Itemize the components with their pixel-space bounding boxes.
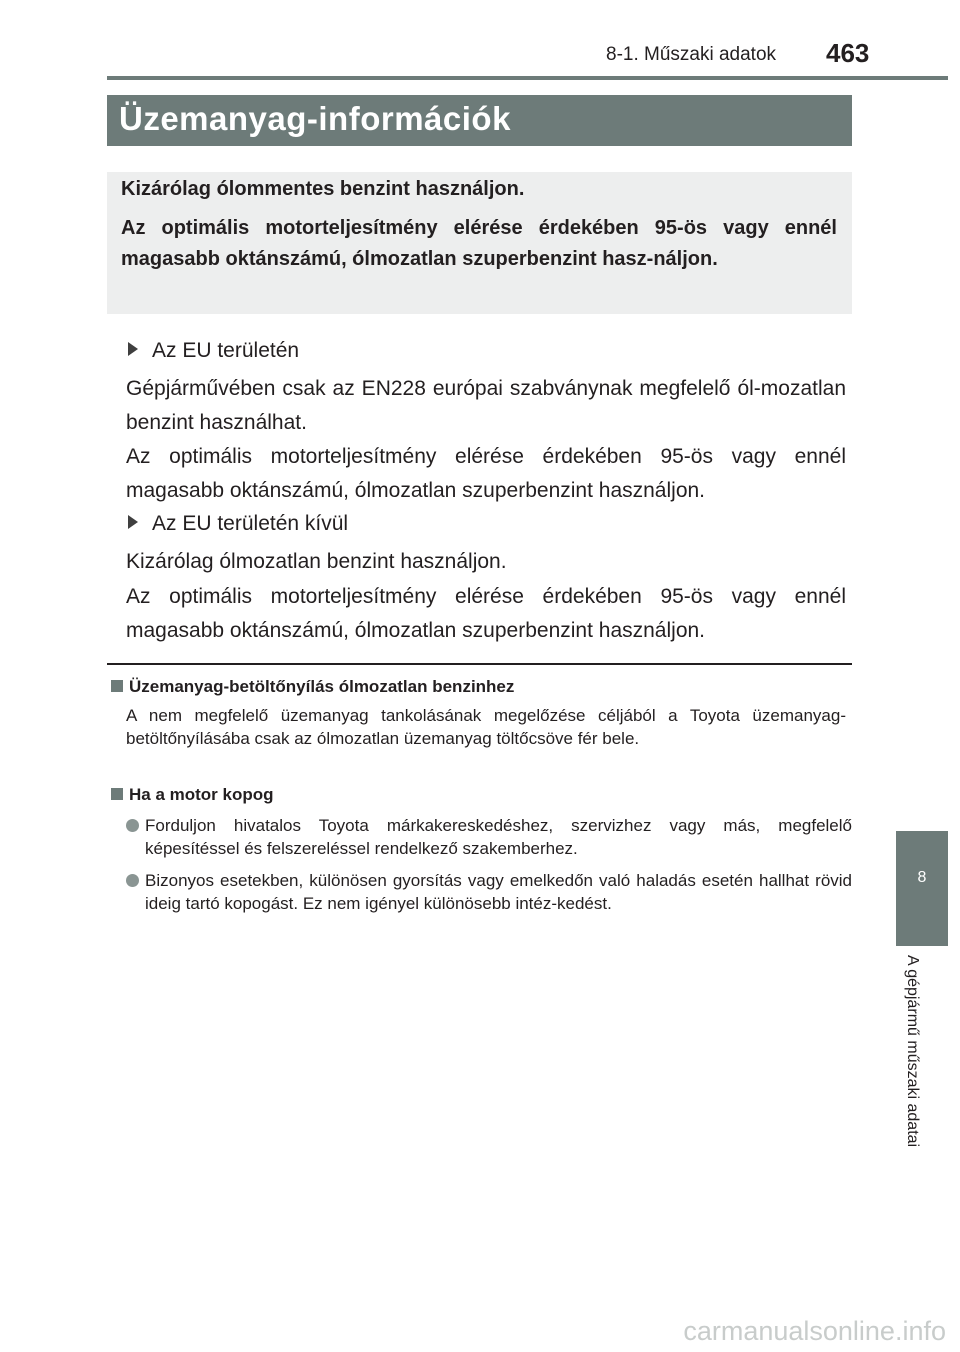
side-tab <box>896 831 948 946</box>
non-eu-paragraph-1: Kizárólag ólmozatlan benzint használjon. <box>126 550 507 573</box>
note2-bullet-2-text: Bizonyos esetekben, különösen gyorsítás vagy emelkedőn való haladás esetén hallhat rövid ideig tartó kopogást. Ez nem igényel különösebb intéz-kedést. <box>145 871 852 913</box>
square-bullet-icon <box>111 788 123 800</box>
note2-heading-text: Ha a motor kopog <box>129 785 274 804</box>
side-label-container <box>893 955 949 1205</box>
square-bullet-icon <box>111 680 123 692</box>
title-bar <box>107 95 852 146</box>
note2-bullet-1 <box>126 814 852 860</box>
eu-heading <box>128 339 299 363</box>
note1-heading <box>111 677 514 697</box>
non-eu-heading-text: Az EU területén kívül <box>152 512 349 535</box>
circle-bullet-icon <box>126 819 139 832</box>
header-section-title: 8-1. Műszaki adatok <box>606 44 777 65</box>
info-box-line2: Az optimális motorteljesítmény elérése érdekében 95-ös vagy ennél magasabb oktánszámú, ólmozatlan szuperbenzint hasz-náljon. <box>121 217 837 270</box>
section-rule <box>107 663 852 665</box>
side-tab-number: 8 <box>917 869 927 886</box>
non-eu-paragraph-2: Az optimális motorteljesítmény elérése érdekében 95-ös vagy ennél magasabb oktánszámú, ólmozatlan szuperbenzint használjon. <box>126 585 846 642</box>
circle-bullet-icon <box>126 874 139 887</box>
page-title: Üzemanyag-információk <box>119 100 511 137</box>
watermark: carmanualsonline.info <box>683 1316 946 1346</box>
triangle-bullet-icon <box>128 342 138 356</box>
note2-bullet-1-text: Forduljon hivatalos Toyota márkakereskedéshez, szervizhez vagy más, megfelelő képesítéssel és felszereléssel rendelkező szakemberhez. <box>145 816 852 858</box>
note1-text: A nem megfelelő üzemanyag tankolásának megelőzése céljából a Toyota üzemanyag-betöltőnyílásába csak az ólmozatlan üzemanyag töltőcsöve fér bele. <box>126 706 846 748</box>
note2-bullet-2 <box>126 869 852 915</box>
side-label: A gépjármű műszaki adatai <box>904 955 921 1148</box>
header-rule <box>107 76 948 80</box>
eu-paragraph-1: Gépjárművében csak az EN228 európai szabványnak megfelelő ól-mozatlan benzint használhat. <box>126 377 846 434</box>
eu-heading-text: Az EU területén <box>152 339 300 362</box>
info-box <box>107 172 852 314</box>
non-eu-heading <box>128 512 348 536</box>
note2-heading <box>111 785 274 805</box>
triangle-bullet-icon <box>128 515 138 529</box>
eu-paragraph-2: Az optimális motorteljesítmény elérése érdekében 95-ös vagy ennél magasabb oktánszámú, ólmozatlan szuperbenzint használjon. <box>126 445 846 502</box>
info-box-line1: Kizárólag ólommentes benzint használjon. <box>121 178 525 200</box>
page-number: 463 <box>826 38 870 68</box>
note1-heading-text: Üzemanyag-betöltőnyílás ólmozatlan benzinhez <box>129 677 515 696</box>
